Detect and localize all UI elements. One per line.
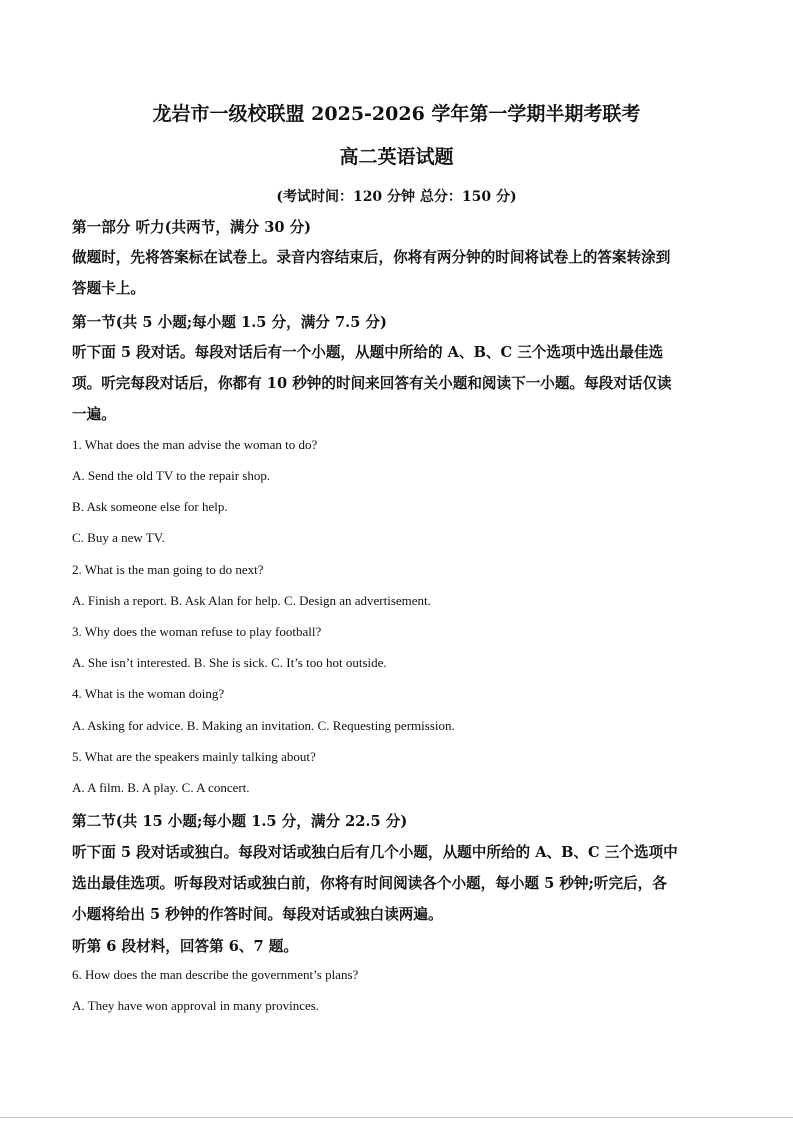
part1-instruction-line1: 做题时，先将答案标在试卷上。录音内容结束后，你将有两分钟的时间将试卷上的答案转涂到 xyxy=(72,249,671,266)
section1-instruction-line2: 项。听完每段对话后，你都有 10 秒钟的时间来回答有关小题和阅读下一小题。每段对话仅读 xyxy=(72,375,672,392)
question-3-options: A. She isn’t interested. B. She is sick. C. It’s too hot outside. xyxy=(72,655,387,670)
question-2: 2. What is the man going to do next? xyxy=(72,562,264,577)
question-1-option-a: A. Send the old TV to the repair shop. xyxy=(72,468,271,483)
question-5: 5. What are the speakers mainly talking about? xyxy=(72,749,316,764)
exam-subtitle: 高二英语试题 xyxy=(339,146,454,168)
part1-instruction-line2: 答题卡上。 xyxy=(72,280,145,297)
section1-heading: 第一节(共 5 小题;每小题 1.5 分，满分 7.5 分) xyxy=(72,314,387,331)
question-1: 1. What does the man advise the woman to do? xyxy=(72,437,318,452)
question-6-option-a: A. They have won approval in many provinces. xyxy=(72,998,320,1013)
question-2-options: A. Finish a report. B. Ask Alan for help. C. Design an advertisement. xyxy=(72,593,431,608)
question-4-options: A. Asking for advice. B. Making an invitation. C. Requesting permission. xyxy=(72,718,455,733)
question-5-options: A. A film. B. A play. C. A concert. xyxy=(72,780,250,795)
material-6-heading: 听第 6 段材料，回答第 6、7 题。 xyxy=(72,938,298,955)
question-1-option-b: B. Ask someone else for help. xyxy=(72,499,228,514)
section2-instruction-line3: 小题将给出 5 秒钟的作答时间。每段对话或独白读两遍。 xyxy=(72,906,443,923)
section2-instruction-line2: 选出最佳选项。听每段对话或独白前，你将有时间阅读各个小题，每小题 5 秒钟;听完后，各 xyxy=(72,875,667,892)
section1-instruction-line1: 听下面 5 段对话。每段对话后有一个小题，从题中所给的 A、B、C 三个选项中选出最佳选 xyxy=(72,344,664,361)
page-bottom-rule xyxy=(0,1117,793,1118)
section2-heading: 第二节(共 15 小题;每小题 1.5 分，满分 22.5 分) xyxy=(72,813,408,830)
section1-instruction-line3: 一遍。 xyxy=(72,406,116,423)
question-6: 6. How does the man describe the government’s plans? xyxy=(72,967,359,982)
question-4: 4. What is the woman doing? xyxy=(72,686,225,701)
section2-instruction-line1: 听下面 5 段对话或独白。每段对话或独白后有几个小题，从题中所给的 A、B、C 三个选项中 xyxy=(72,844,678,861)
question-3: 3. Why does the woman refuse to play football? xyxy=(72,624,322,639)
question-1-option-c: C. Buy a new TV. xyxy=(72,530,165,545)
part1-heading: 第一部分 听力(共两节，满分 30 分) xyxy=(72,219,312,236)
exam-info: (考试时间：120 分钟 总分：150 分) xyxy=(276,189,517,205)
exam-title: 龙岩市一级校联盟 2025-2026 学年第一学期半期考联考 xyxy=(152,103,641,125)
